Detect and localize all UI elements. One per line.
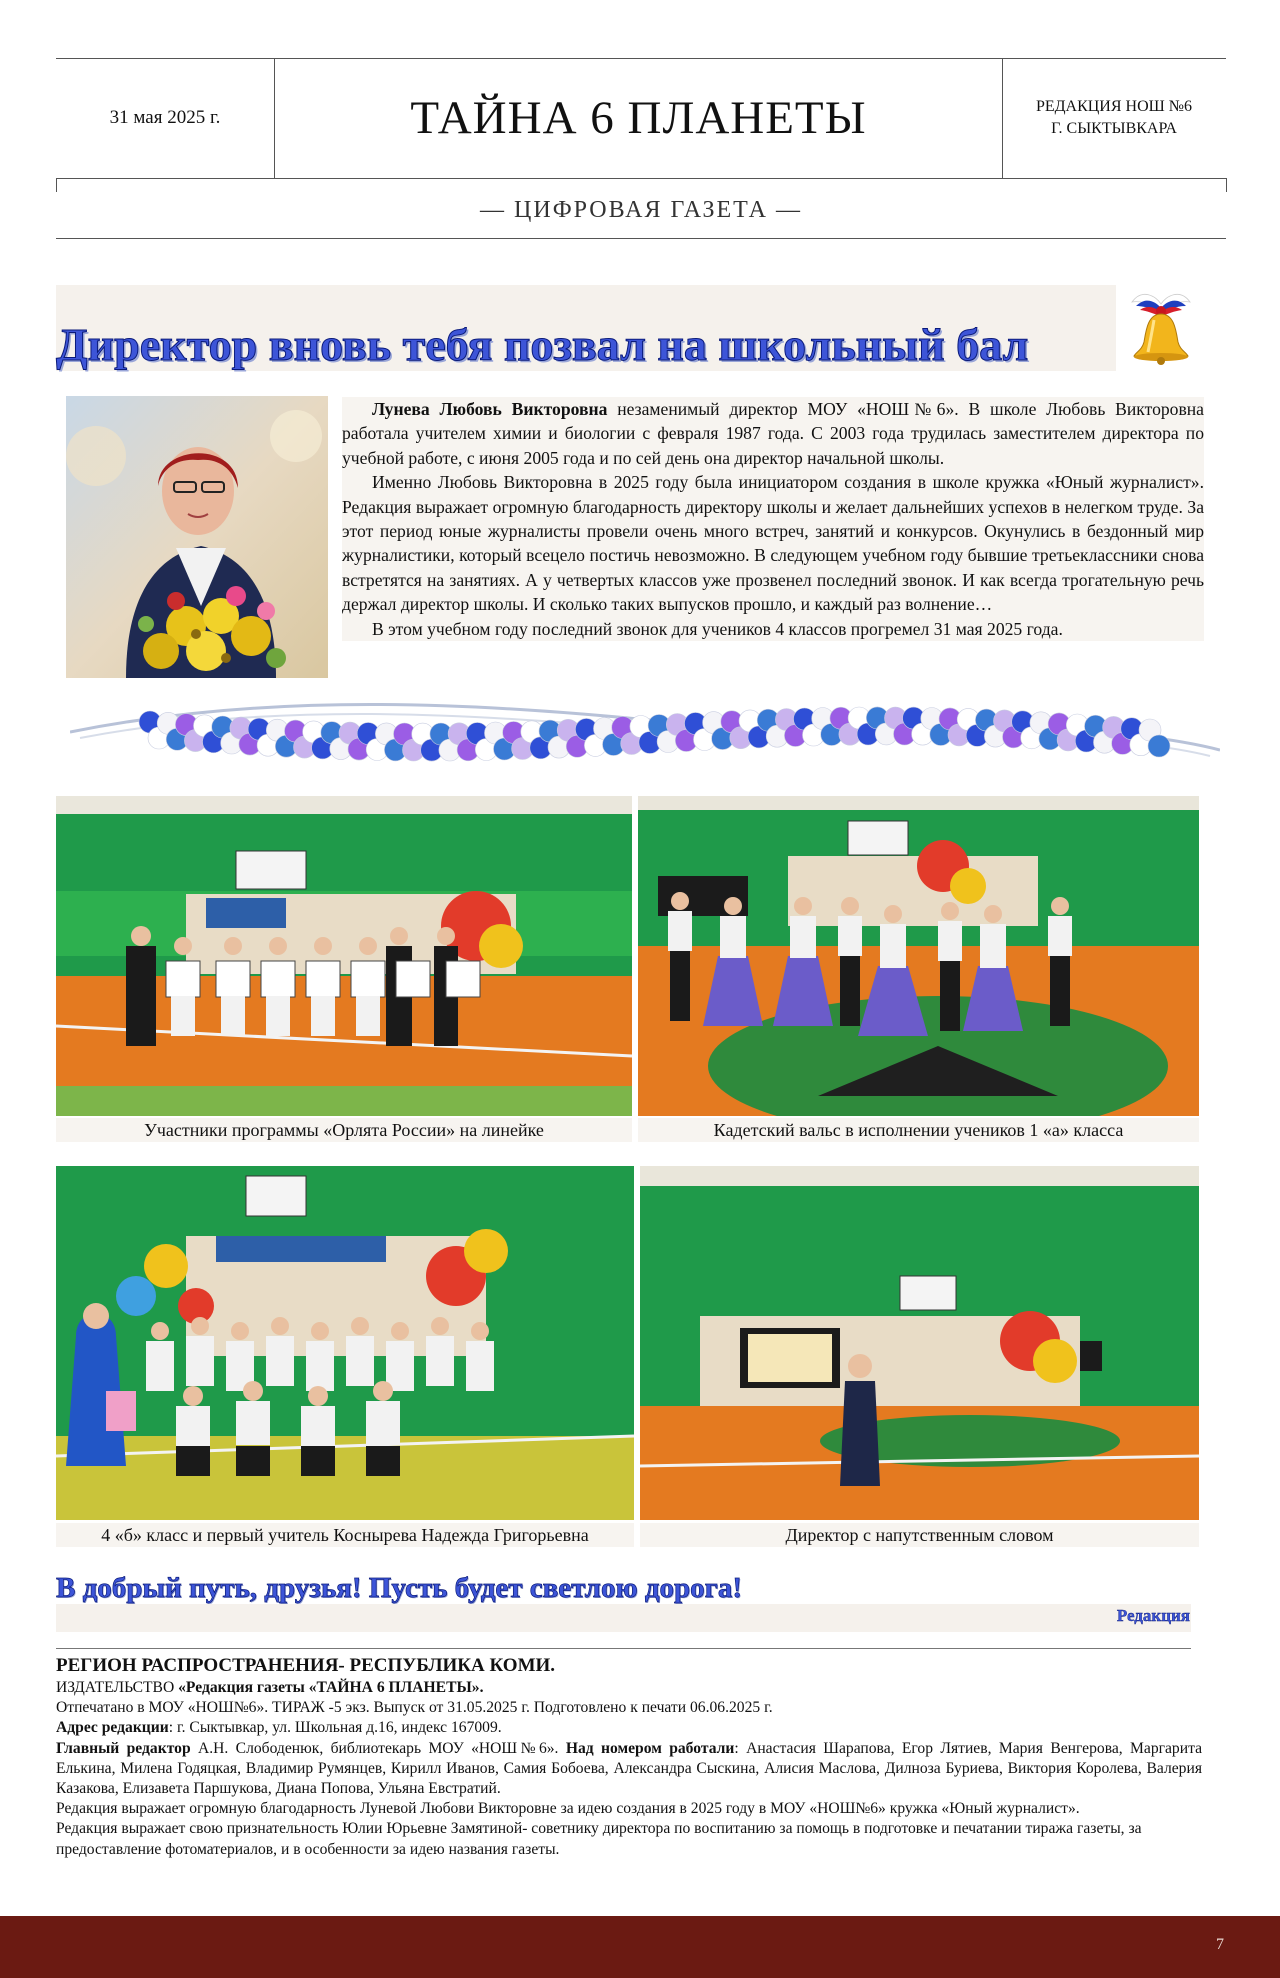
garland-balloon — [1148, 735, 1170, 757]
article-paragraph-1-text: незаменимый директор МОУ «НОШ№6». В школе Любовь Викторовна работала учителем химии и биологии с февраля 1987 года. С 2003 года трудилась заместителем директора по учебной работе, с июня 2005 года и по сей день она директор начальной школы. — [342, 399, 1204, 468]
photo-director-speech — [640, 1166, 1199, 1520]
masthead-tick-right — [1226, 178, 1227, 192]
distribution-region: РЕГИОН РАСПРОСТРАНЕНИЯ- РЕСПУБЛИКА КОМИ. — [56, 1655, 556, 1676]
balloon-garland-divider — [70, 692, 1220, 768]
school-bell-icon — [1118, 280, 1204, 366]
publisher-line-1: РЕДАКЦИЯ НОШ №6 — [1035, 98, 1193, 115]
article-body — [342, 397, 1204, 641]
imprint-thanks-2: Редакция выражает свою признательность Юлии Юрьевне Замятиной- советнику директора по воспитанию за помощь в подготовке и печатании тиража газеты, за предоставление фотоматериалов, и в особенности за идею названия газеты. — [56, 1820, 1142, 1858]
imprint-thanks-1: Редакция выражает огромную благодарность Луневой Любови Викторовне за идею создания в 2025 году в МОУ «НОШ№6» кружка «Юный журналист». — [56, 1800, 1080, 1818]
photo-class-4b-with-teacher — [56, 1166, 634, 1520]
publisher-line-2: Г. СЫКТЫВКАРА — [1051, 120, 1177, 137]
closing-slogan: В добрый путь, друзья! Пусть будет светлою дорога! — [56, 1572, 742, 1604]
editorial-signature: Редакция — [1116, 1606, 1190, 1625]
masthead-bottom-rule — [56, 238, 1226, 239]
team-label: Над номером работали — [565, 1739, 735, 1757]
imprint-publisher — [56, 1678, 1202, 1698]
issue-date: 31 мая 2025 г. — [109, 107, 221, 128]
photo-orlyata-lineup — [56, 796, 632, 1116]
publisher-label: ИЗДАТЕЛЬСТВО — [56, 1679, 179, 1696]
publisher-block — [1003, 58, 1225, 178]
imprint-rule — [56, 1648, 1191, 1649]
article-headline: Директор вновь тебя позвал на школьный бал — [56, 319, 1029, 370]
editor-label: Главный редактор — [56, 1739, 191, 1757]
signature-band — [56, 1604, 1191, 1632]
newspaper-subtitle: — ЦИФРОВАЯ ГАЗЕТА — — [480, 196, 802, 223]
photo-caption-2: Кадетский вальс в исполнении учеников 1 «а» класса — [638, 1118, 1199, 1142]
article-paragraph-2: Именно Любовь Викторовна в 2025 году была инициатором создания в школе кружка «Юный журналист». Редакция выражает огромную благодарность директору школы и желает дальнейших успехов в нелегком труде. За этот период юные журналисты провели очень много встреч, занятий и конкурсов. Окунулись в бездонный мир журналистики, который всецело постичь невозможно. В следующем учебном году бывшие третьеклассники снова встретятся на занятиях. А у четвертых классов уже прозвенел последний звонок. И как всегда трогательную речь держал директор школы. И сколько таких выпусков прошло, и каждый раз волнение… — [342, 472, 1204, 615]
photo-cadet-waltz — [638, 796, 1199, 1116]
director-portrait-photo — [66, 396, 328, 678]
article-paragraph-1 — [342, 397, 1204, 470]
imprint-staff — [56, 1739, 1202, 1800]
article-paragraph-3: В этом учебном году последний звонок для учеников 4 классов прогремел 31 мая 2025 года. — [372, 618, 1063, 639]
page-footer-bar — [0, 1916, 1280, 1978]
masthead-mid-rule — [56, 178, 1226, 179]
page-number: 7 — [1216, 1936, 1224, 1953]
imprint-address — [56, 1718, 1202, 1738]
address-value: : г. Сыктывкар, ул. Школьная д.16, индекс 167009. — [168, 1719, 502, 1737]
photo-caption-4: Директор с напутственным словом — [640, 1523, 1199, 1547]
photo-caption-1: Участники программы «Орлята России» на линейке — [56, 1118, 632, 1142]
imprint-block — [56, 1654, 1202, 1860]
address-label: Адрес редакции — [56, 1719, 169, 1737]
editor-value: А.Н. Слободенюк, библиотекарь МОУ «НОШ№6». — [190, 1739, 566, 1757]
newspaper-title: ТАЙНА 6 ПЛАНЕТЫ — [410, 92, 867, 144]
director-name: Лунева Любовь Викторовна — [372, 399, 608, 419]
publisher-name: «Редакция газеты «ТАЙНА 6 ПЛАНЕТЫ». — [178, 1679, 484, 1696]
team-value: : Анастасия Шарапова, Егор Лятиев, Мария Венгерова, Маргарита Елькина, Милена Годяцкая, Владимир Румянцев, Кирилл Иванов, Самия Бобоева, Александра Сыскина, Алисия Маслова, Дилноза Буриева, Виктория Королева, Валерия Казакова, Елизавета Паршукова, Диана Попова, Ульяна Евстратий. — [56, 1739, 1202, 1798]
photo-caption-3: 4 «б» класс и первый учитель Коснырева Надежда Григорьевна — [56, 1523, 634, 1547]
imprint-print-info: Отпечатано в МОУ «НОШ№6». ТИРАЖ -5 экз. Выпуск от 31.05.2025 г. Подготовлено к печати 06.06.2025 г. — [56, 1699, 773, 1717]
